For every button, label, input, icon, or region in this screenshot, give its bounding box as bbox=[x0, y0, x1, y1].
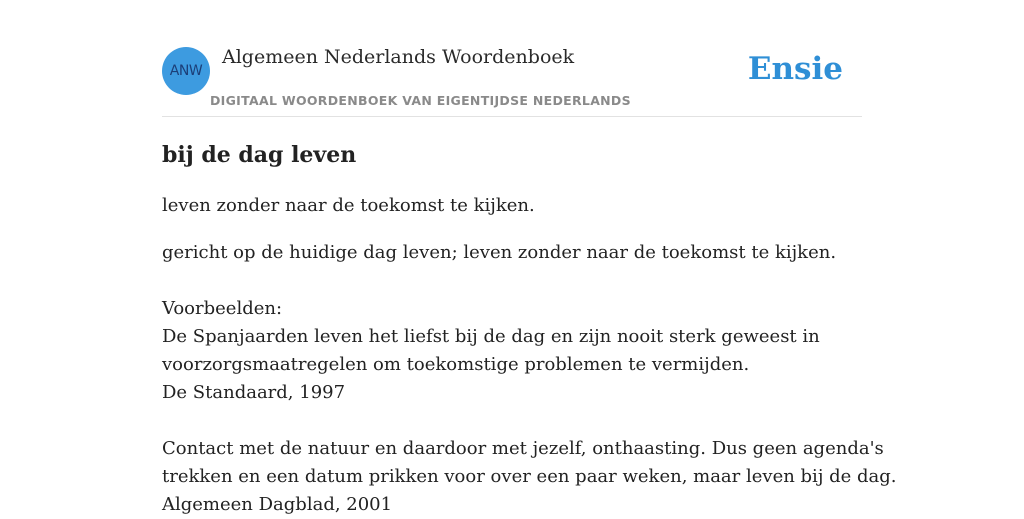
example-line: voorzorgsmaatregelen om toekomstige problemen te vermijden. bbox=[162, 354, 750, 375]
example-line: De Spanjaarden leven het liefst bij de dag en zijn nooit sterk geweest in bbox=[162, 326, 820, 347]
full-definition: gericht op de huidige dag leven; leven zonder naar de toekomst te kijken. bbox=[162, 242, 837, 263]
example-2 bbox=[162, 435, 897, 519]
example-source: Algemeen Dagblad, 2001 bbox=[162, 494, 393, 515]
site-title[interactable]: Algemeen Nederlands Woordenboek bbox=[222, 46, 575, 68]
short-definition: leven zonder naar de toekomst te kijken. bbox=[162, 195, 535, 216]
example-1 bbox=[162, 323, 862, 407]
definition-block bbox=[162, 239, 897, 519]
example-line: trekken en een datum prikken voor over een paar weken, maar leven bij de dag. bbox=[162, 466, 897, 487]
logo-text: ANW bbox=[169, 63, 203, 79]
site-header bbox=[162, 0, 862, 117]
example-line: Contact met de natuur en daardoor met jezelf, onthaasting. Dus geen agenda's bbox=[162, 438, 884, 459]
entry-term: bij de dag leven bbox=[162, 142, 357, 168]
entry-content bbox=[162, 140, 897, 519]
anw-logo[interactable] bbox=[162, 47, 210, 95]
site-subtitle: DIGITAAL WOORDENBOEK VAN EIGENTIJDSE NEDERLANDS bbox=[210, 93, 631, 108]
examples-label: Voorbeelden: bbox=[162, 298, 283, 319]
example-source: De Standaard, 1997 bbox=[162, 382, 346, 403]
ensie-brand-logo[interactable]: Ensie bbox=[747, 51, 843, 87]
